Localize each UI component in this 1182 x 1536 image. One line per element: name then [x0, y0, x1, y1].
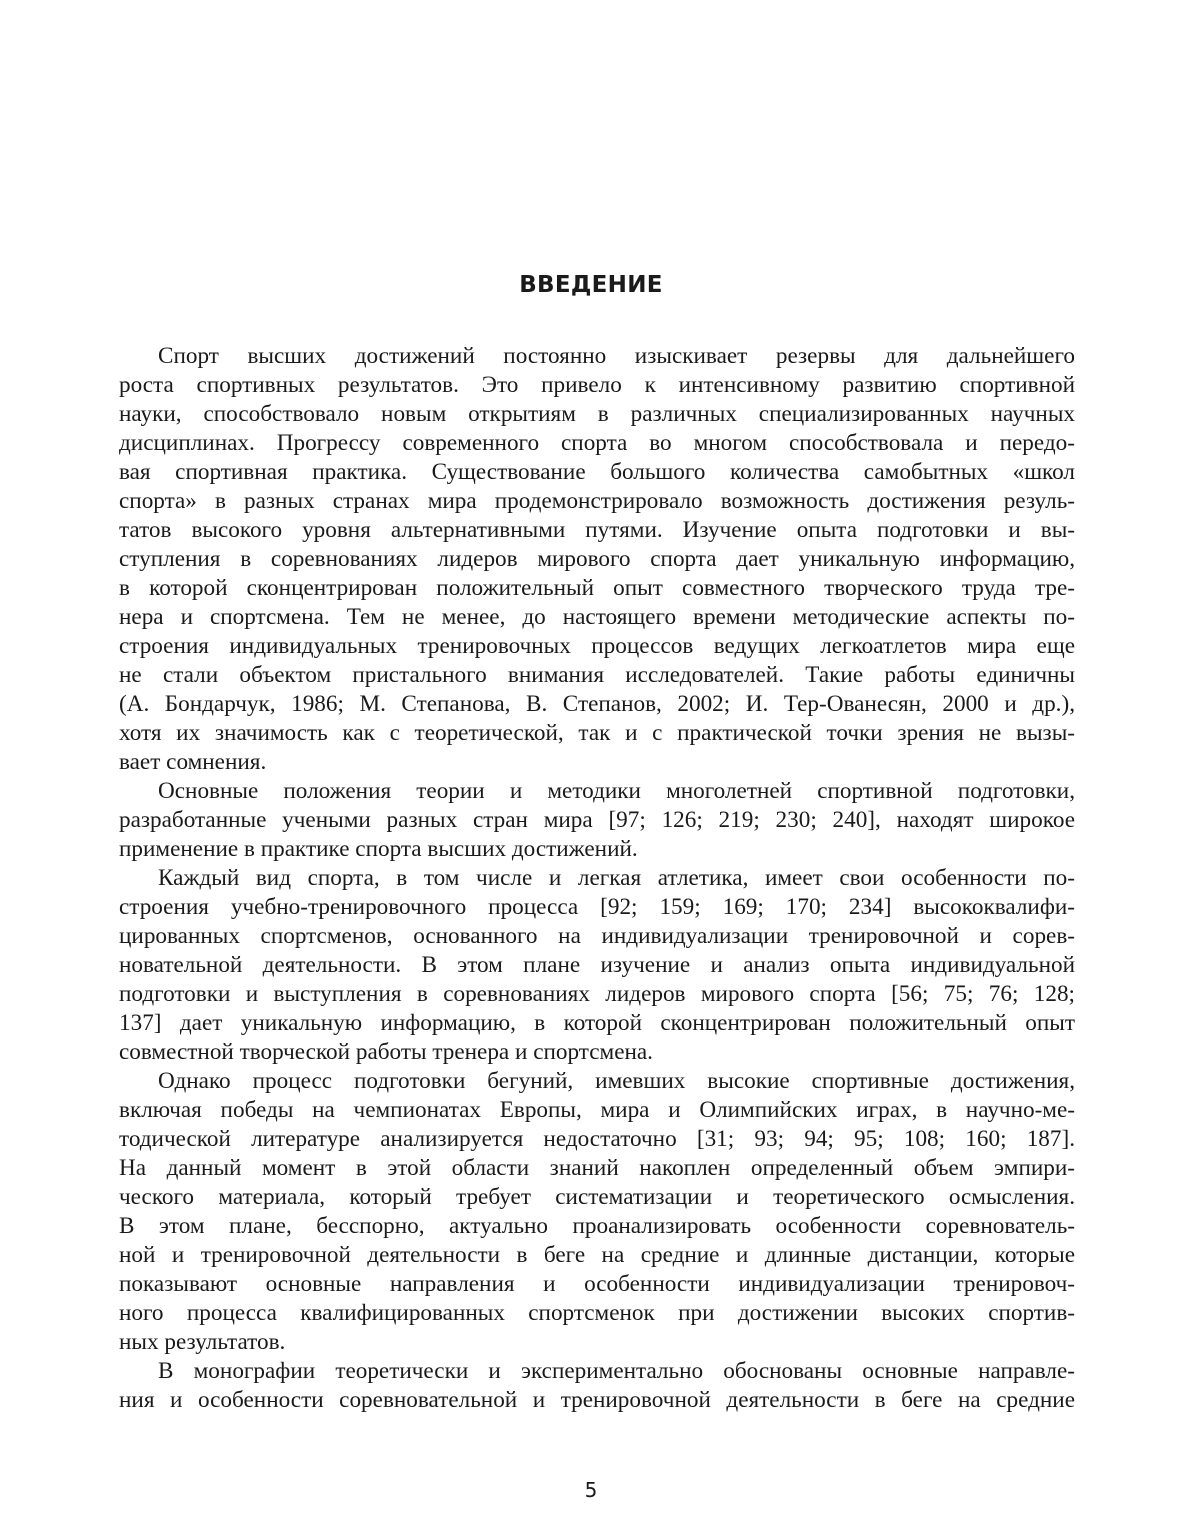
text-line: применение в практике спорта высших достижений. — [119, 836, 638, 862]
chapter-heading: ВВЕДЕНИЕ — [519, 272, 663, 298]
text-line: показывают основные направления и особенности индивидуализации тренировоч- — [119, 1271, 1075, 1297]
paragraph — [119, 1357, 1075, 1415]
text-line: включая победы на чемпионатах Европы, мира и Олимпийских играх, в научно-ме- — [119, 1097, 1075, 1123]
text-line: Основные положения теории и методики многолетней спортивной подготовки, — [158, 778, 1075, 804]
text-line: науки, способствовало новым открытиям в различных специализированных научных — [119, 401, 1075, 427]
text-line: новательной деятельности. В этом плане изучение и анализ опыта индивидуальной — [119, 952, 1075, 978]
text-line: В этом плане, бесспорно, актуально проанализировать особенности соревнователь- — [119, 1213, 1075, 1239]
text-line: ступления в соревнованиях лидеров мирового спорта дает уникальную информацию, — [119, 546, 1075, 572]
text-line: разработанные учеными разных стран мира [97; 126; 219; 230; 240], находят широкое — [119, 807, 1075, 833]
text-line: (А. Бондарчук, 1986; М. Степанова, В. Степанов, 2002; И. Тер-Ованесян, 2000 и др.), — [119, 691, 1075, 717]
text-line: ных результатов. — [119, 1329, 286, 1355]
text-line: ческого материала, который требует систематизации и теоретического осмысления. — [119, 1184, 1075, 1210]
text-line: Однако процесс подготовки бегуний, имевших высокие спортивные достижения, — [158, 1068, 1075, 1094]
text-line: цированных спортсменов, основанного на индивидуализации тренировочной и сорев- — [119, 923, 1075, 949]
page-number: 5 — [584, 1478, 598, 1502]
text-line: Спорт высших достижений постоянно изыскивает резервы для дальнейшего — [158, 343, 1075, 369]
text-line: вая спортивная практика. Существование большого количества самобытных «школ — [119, 459, 1075, 485]
text-line: татов высокого уровня альтернативными путями. Изучение опыта подготовки и вы- — [119, 517, 1075, 543]
text-line: дисциплинах. Прогрессу современного спорта во многом способствовала и передо- — [119, 430, 1075, 456]
paragraph — [119, 1067, 1075, 1357]
paragraph — [119, 777, 1075, 864]
text-line: ной и тренировочной деятельности в беге на средние и длинные дистанции, которые — [119, 1242, 1075, 1268]
text-line: строения учебно-тренировочного процесса [92; 159; 169; 170; 234] высококвалифи- — [119, 894, 1075, 920]
text-line: не стали объектом пристального внимания исследователей. Такие работы единичны — [119, 662, 1075, 688]
text-line: строения индивидуальных тренировочных процессов ведущих легкоатлетов мира еще — [119, 633, 1075, 659]
text-line: совместной творческой работы тренера и спортсмена. — [119, 1039, 653, 1065]
text-line: В монографии теоретически и экспериментально обоснованы основные направле- — [158, 1358, 1075, 1384]
text-line: Каждый вид спорта, в том числе и легкая атлетика, имеет свои особенности по- — [158, 865, 1075, 891]
text-line: ного процесса квалифицированных спортсменок при достижении высоких спортив- — [119, 1300, 1075, 1326]
text-line: ния и особенности соревновательной и тренировочной деятельности в беге на средние — [119, 1387, 1075, 1413]
text-line: в которой сконцентрирован положительный опыт совместного творческого труда тре- — [119, 575, 1075, 601]
body-text — [119, 342, 1075, 1415]
paragraph — [119, 342, 1075, 777]
text-line: подготовки и выступления в соревнованиях лидеров мирового спорта [56; 75; 76; 128; — [119, 981, 1075, 1007]
text-line: 137] дает уникальную информацию, в которой сконцентрирован положительный опыт — [119, 1010, 1075, 1036]
text-line: хотя их значимость как с теоретической, так и с практической точки зрения не вызы- — [119, 720, 1075, 746]
text-line: нера и спортсмена. Тем не менее, до настоящего времени методические аспекты по- — [119, 604, 1075, 630]
text-line: На данный момент в этой области знаний накоплен определенный объем эмпири- — [119, 1155, 1075, 1181]
text-line: спорта» в разных странах мира продемонстрировало возможность достижения резуль- — [119, 488, 1075, 514]
text-line: тодической литературе анализируется недостаточно [31; 93; 94; 95; 108; 160; 187]. — [119, 1126, 1075, 1152]
text-line: роста спортивных результатов. Это привело к интенсивному развитию спортивной — [119, 372, 1075, 398]
text-line: вает сомнения. — [119, 749, 267, 775]
paragraph — [119, 864, 1075, 1067]
